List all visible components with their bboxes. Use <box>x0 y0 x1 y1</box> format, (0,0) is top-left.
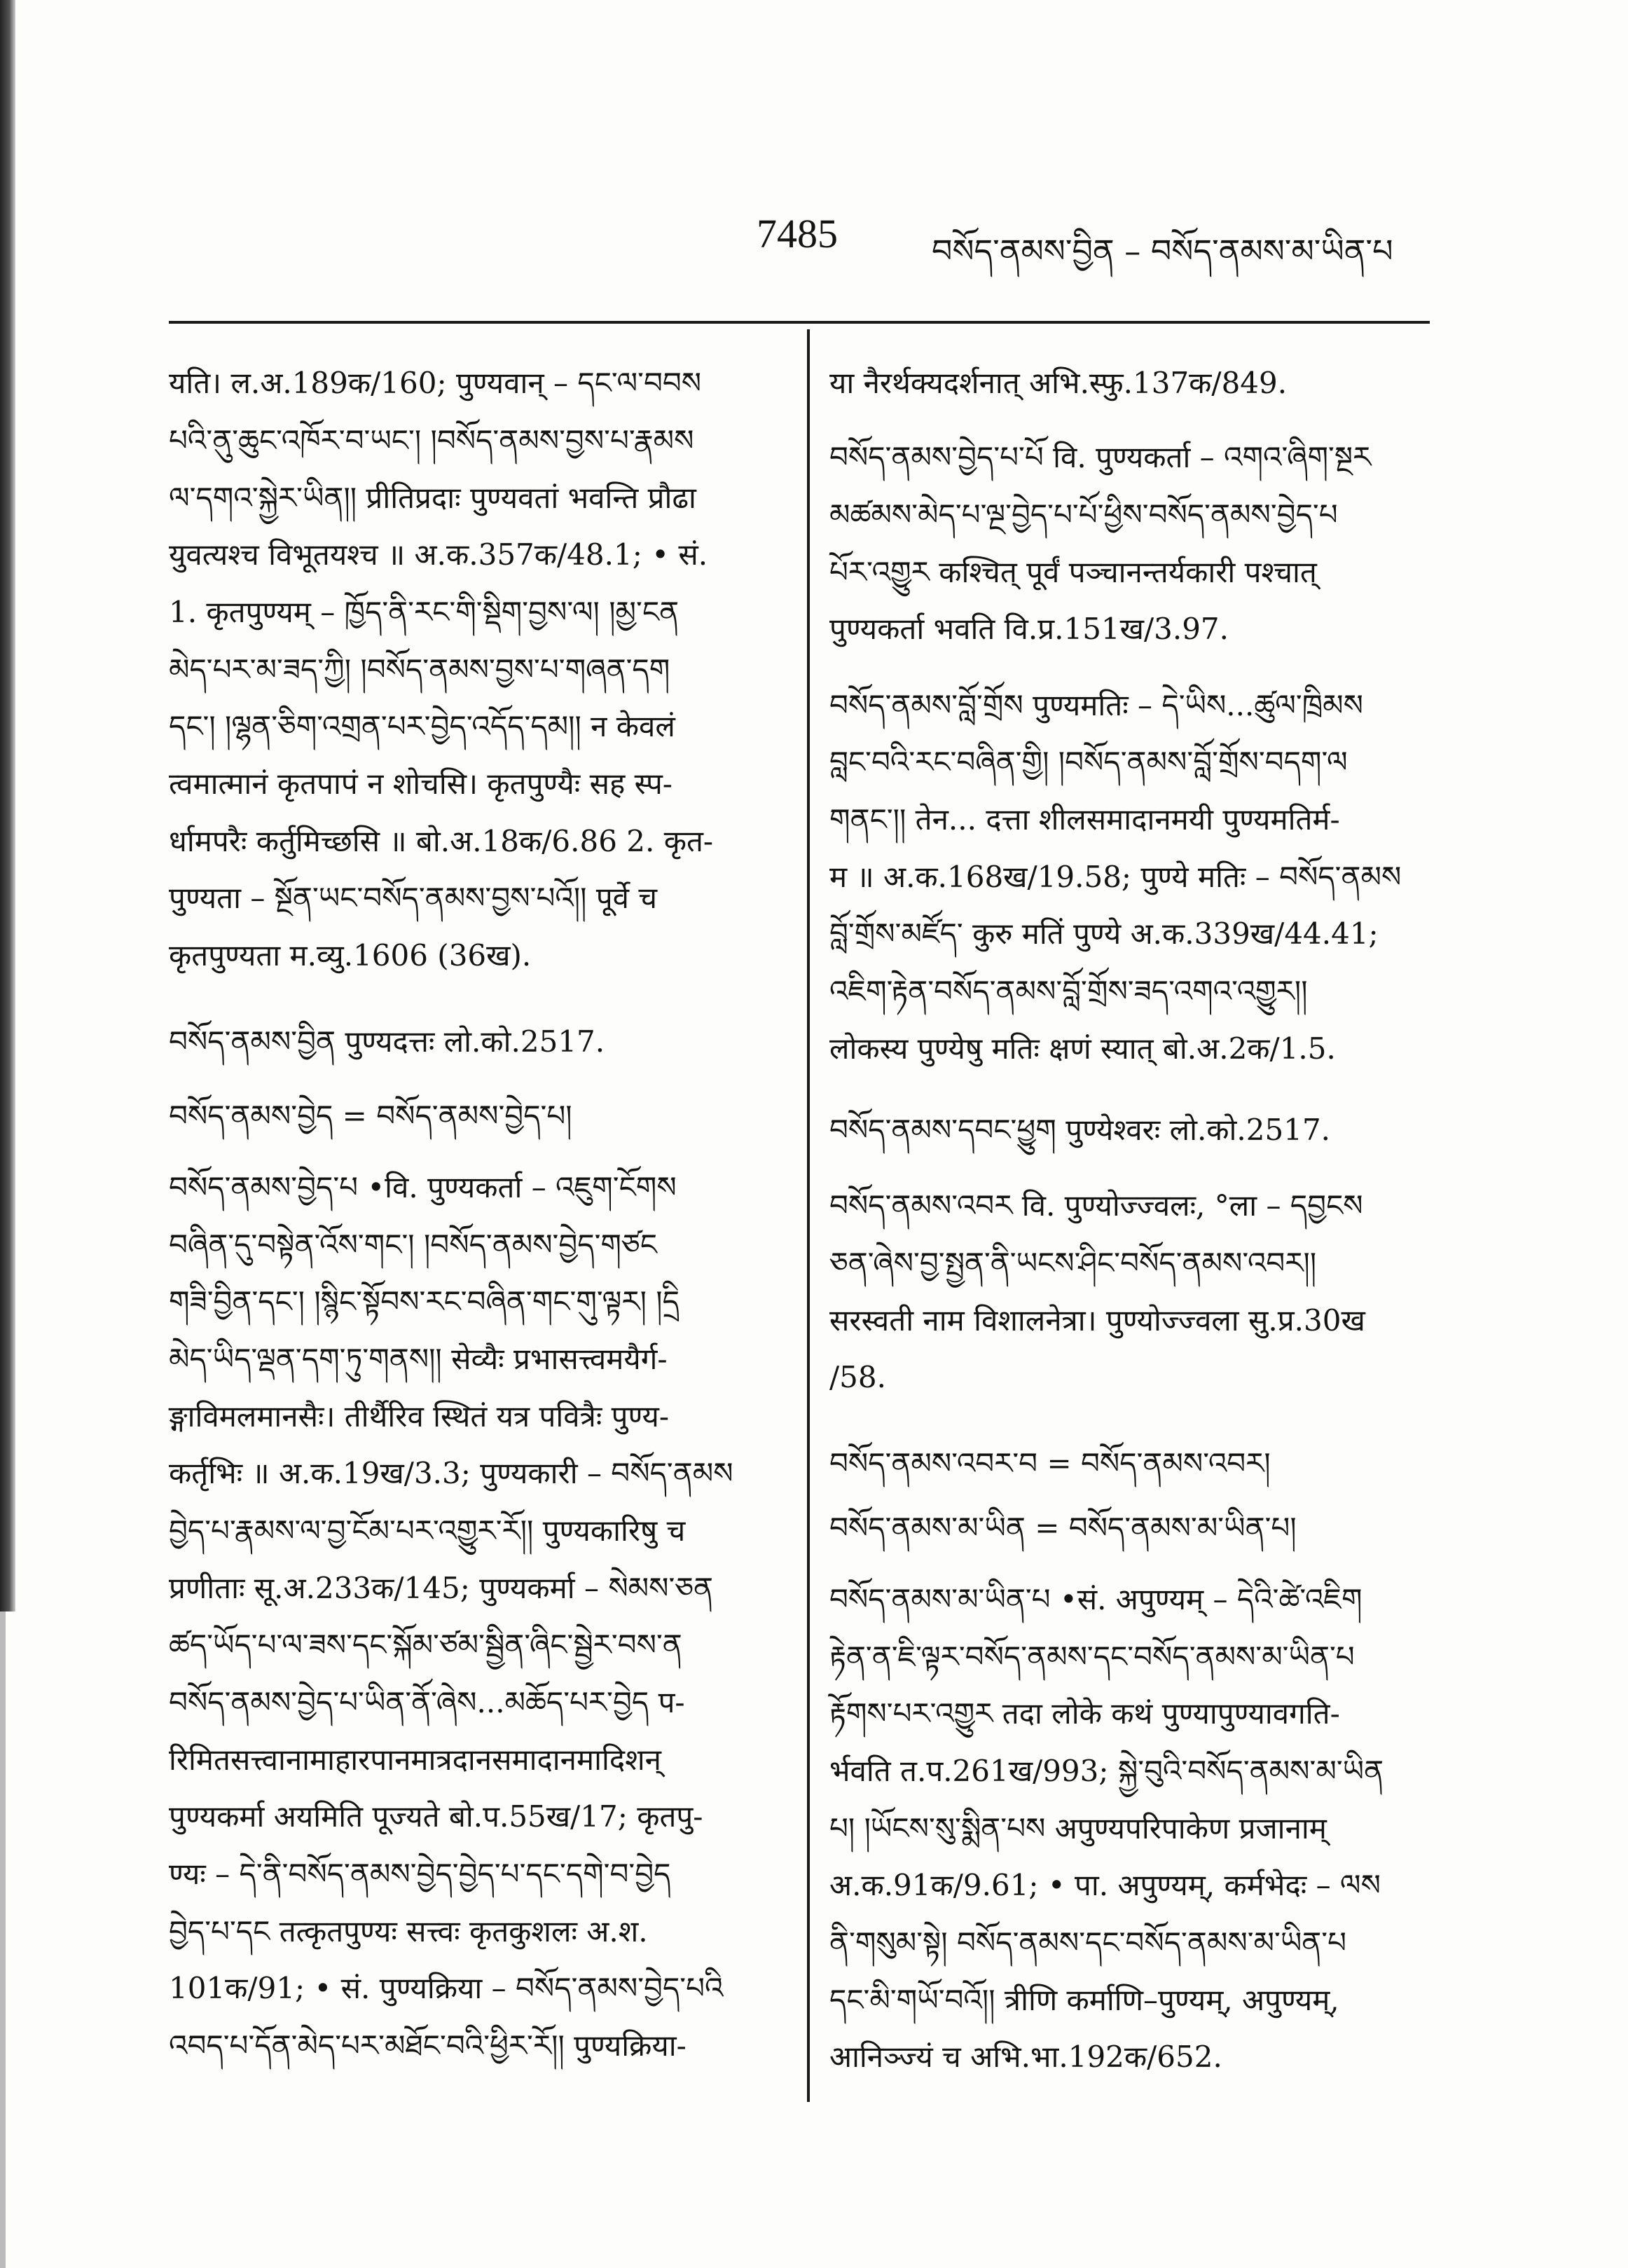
text-line: ལ་དགའ་སྐྱེར་ཡིན།། प्रीतिप्रदाः पुण्यवतां भवन्ति प्रौढा <box>169 481 696 515</box>
text-line: བླང་བའི་རང་བཞིན་གྱི། །བསོད་ནམས་བློ་གྲོས་བདག་ལ <box>829 745 1348 779</box>
text-line: पुण्यता – སྔོན་ཡང་བསོད་ནམས་བྱས་པའོ།། पूर्वे च <box>169 881 658 915</box>
text-line: ङ्गाविमलमानसैः। तीर्थैरिव स्थितं यत्र पवित्रैः पुण्य- <box>169 1399 670 1434</box>
text-line: བསོད་ནམས་དབང་ཕྱུག पुण्येश्वरः लो.को.2517. <box>829 1113 1331 1147</box>
text-line: युवत्यश्च विभूतयश्च ॥ अ.क.357क/48.1; • सं. <box>169 537 708 572</box>
text-line: རྟོགས་པར་འགྱུར तदा लोके कथं पुण्यापुण्यावगति- <box>829 1696 1340 1731</box>
text-line: བསོད་ནམས་བྱེད = བསོད་ནམས་བྱེད་པ། <box>169 1099 572 1133</box>
text-line: བསོད་ནམས་བྱིན पुण्यदत्तः लो.को.2517. <box>169 1024 605 1059</box>
text-line: अ.क.91क/9.61; • पा. अपुण्यम्, कर्मभेदः – ལས <box>829 1868 1381 1902</box>
text-line: कर्तृभिः ॥ अ.क.19ख/3.3; पुण्यकारी – བསོད་ནམས <box>169 1456 733 1490</box>
text-line: འཇིག་རྟེན་བསོད་ནམས་བློ་གྲོས་ཟད་འགའ་འགྱུར།། <box>829 974 1308 1008</box>
text-line: དང་། །ལྷན་ཅིག་འགྲན་པར་བྱེད་འདོད་དམ།། न केवलं <box>169 709 675 743</box>
text-line: म ॥ अ.क.168ख/19.58; पुण्ये मतिः – བསོད་ནམས <box>829 860 1402 894</box>
text-line: བྱེད་པ་དང तत्कृतपुण्यः सत्त्वः कृतकुशलः अ.श. <box>169 1914 648 1949</box>
text-line: བསོད་ནམས་བྱེད་པ་ཡིན་ནོ་ཞེས...མཆོད་པར་བྱེད प- <box>169 1685 685 1719</box>
text-line: ण्यः – དེ་ནི་བསོད་ནམས་བྱེད་བྱེད་པ་དང་དགེ་བ་བྱེད <box>169 1857 671 1891</box>
text-line: བཞིན་དུ་བསྟེན་འོས་གང་། །བསོད་ནམས་བྱེད་གཙང <box>169 1228 657 1262</box>
text-line: पुण्यकर्मा अयमिति पूज्यते बो.प.55ख/17; कृतपु- <box>169 1799 703 1834</box>
text-line: མེད་ཡིད་ལྡན་དག་ཏུ་གནས།། सेव्यैः प्रभासत्त्वमयैर्ग- <box>169 1342 668 1376</box>
text-line: པ། །ཡོངས་སུ་སྨིན་པས अपुण्यपरिपाकेण प्रजानाम् <box>829 1811 1327 1846</box>
text-line: सरस्वती नाम विशालनेत्रा। पुण्योज्ज्वला सु.प्र.30ख <box>829 1303 1365 1338</box>
text-line: བསོད་ནམས་མ་ཡིན་པ •सं. अपुण्यम् – དེའི་ཚེ་འཇིག <box>829 1582 1363 1616</box>
text-line: ཚད་ཡོད་པ་ལ་ཟས་དང་སྐོམ་ཙམ་སྦྱིན་ཞིང་སྦྱེར་བས་ན <box>169 1628 682 1662</box>
text-line: གཟི་བྱིན་དང་། །སྙིང་སྟོབས་རང་བཞིན་གང་གུ་ལྟར། །དྲི <box>169 1284 680 1319</box>
text-line: र्भवति त.प.261ख/993; སྐྱེ་བུའི་བསོད་ནམས་མ་ཡིན <box>829 1754 1384 1788</box>
text-line: या नैरर्थक्यदर्शनात् अभि.स्फु.137क/849. <box>829 366 1288 400</box>
text-line: བསོད་ནམས་མ་ཡིན = བསོད་ནམས་མ་ཡིན་པ། <box>829 1511 1297 1545</box>
text-line: कृतपुण्यता म.व्यु.1606 (36ख). <box>169 938 532 973</box>
text-line: གནང་།། तेन... दत्ता शीलसमादानमयी पुण्यमतिर्म- <box>829 802 1340 837</box>
text-line: 1. कृतपुण्यम् – ཁྱོད་ནི་རང་གི་སྡིག་བྱས་ལ། །མྱ་ངན <box>169 595 680 629</box>
text-line: བློ་གྲོས་མཛོད་ कुरु मतिं पुण्ये अ.क.339ख/44.41; <box>829 916 1379 951</box>
text-line: མེད་པར་མ་ཟད་ཀྱི། །བསོད་ནམས་བྱས་པ་གཞན་དག <box>169 652 670 687</box>
text-line: त्वमात्मानं कृतपापं न शोचसि। कृतपुण्यैः सह स्प- <box>169 767 673 801</box>
text-line: བསོད་ནམས་བྱེད་པ •वि. पुण्यकर्ता – འཇུག་ངོགས <box>169 1170 677 1204</box>
text-line: དང་མི་གཡོ་བའོ།། त्रीणि कर्माणि–पुण्यम्, अपुण्यम्, <box>829 1983 1339 2017</box>
text-line: र्धामपरैः कर्तुमिच्छसि ॥ बो.अ.18क/6.86 2. कृत- <box>169 824 714 858</box>
text-line: བསོད་ནམས་བློ་གྲོས पुण्यमतिः – དེ་ཡིས...ཚུལ་ཁྲིམས <box>829 688 1363 722</box>
text-line: ཅན་ཞེས་བྱ་སྤྱན་ནི་ཡངས་ཤིང་བསོད་ནམས་འབར།། <box>829 1246 1317 1280</box>
text-line: /58. <box>829 1360 886 1394</box>
text-line: བསོད་ནམས་བྱེད་པ་པོ वि. पुण्यकर्ता – འགའ་ཞིག་སྔར <box>829 440 1372 474</box>
text-line: प्रणीताः सू.अ.233क/145; पुण्यकर्मा – སེམས་ཅན <box>169 1571 714 1605</box>
headword-range: བསོད་ནམས་བྱིན – བསོད་ནམས་མ་ཡིན་པ <box>932 232 1393 270</box>
text-line: लोकस्य पुण्येषु मतिः क्षणं स्यात् बो.अ.2क/1.5. <box>829 1031 1336 1066</box>
text-line: བྱེད་པ་རྣམས་ལ་བྱ་ངོམ་པར་འགྱུར་རོ།། पुण्यकारिषु च <box>169 1513 686 1548</box>
text-line: པོར་འགྱུར कश्चित् पूर्वं पञ्चानन्तर्यकारी पश्चात् <box>829 555 1317 589</box>
header-rule <box>169 321 1430 324</box>
text-line: རྟེན་ན་ཇི་ལྟར་བསོད་ནམས་དང་བསོད་ནམས་མ་ཡིན་པ <box>829 1640 1355 1674</box>
page-number: 7485 <box>757 211 838 256</box>
scan-edge-shadow-lower <box>0 1611 6 2268</box>
column-divider <box>807 329 810 2102</box>
text-line: यति। ल.अ.189क/160; पुण्यवान् – དང་ལ་བབས <box>169 366 702 400</box>
text-line: མཚམས་མེད་པ་ལྔ་བྱེད་པ་པོ་ཕྱིས་བསོད་ནམས་བྱེད་པ <box>829 497 1338 532</box>
text-line: 101क/91; • सं. पुण्यक्रिया – བསོད་ནམས་བྱེད་པའི <box>169 1971 724 2005</box>
text-line: रिमितसत्त्वानामाहारपानमात्रदानसमादानमादिशन् <box>169 1743 661 1777</box>
text-line: पुण्यकर्ता भवति वि.प्र.151ख/3.97. <box>829 612 1229 646</box>
text-line: आनिञ्ज्यं च अभि.भा.192क/652. <box>829 2040 1222 2074</box>
text-line: བསོད་ནམས་འབར་བ = བསོད་ནམས་འབར། <box>829 1446 1271 1480</box>
text-line: པའི་ནུ་ཆུང་འཁོར་བ་ཡང་། །བསོད་ནམས་བྱས་པ་རྣམས <box>169 423 694 458</box>
text-line: བསོད་ནམས་འབར वि. पुण्योज्ज्वलः, °ला – དབྱངས <box>829 1188 1363 1223</box>
scan-edge-shadow <box>0 0 15 1611</box>
text-line: འབད་པ་དོན་མེད་པར་མཐོང་བའི་ཕྱིར་རོ།། पुण्यक्रिया- <box>169 2028 687 2063</box>
text-line: ནི་གསུམ་སྟེ། བསོད་ནམས་དང་བསོད་ནམས་མ་ཡིན་པ <box>829 1925 1347 1960</box>
